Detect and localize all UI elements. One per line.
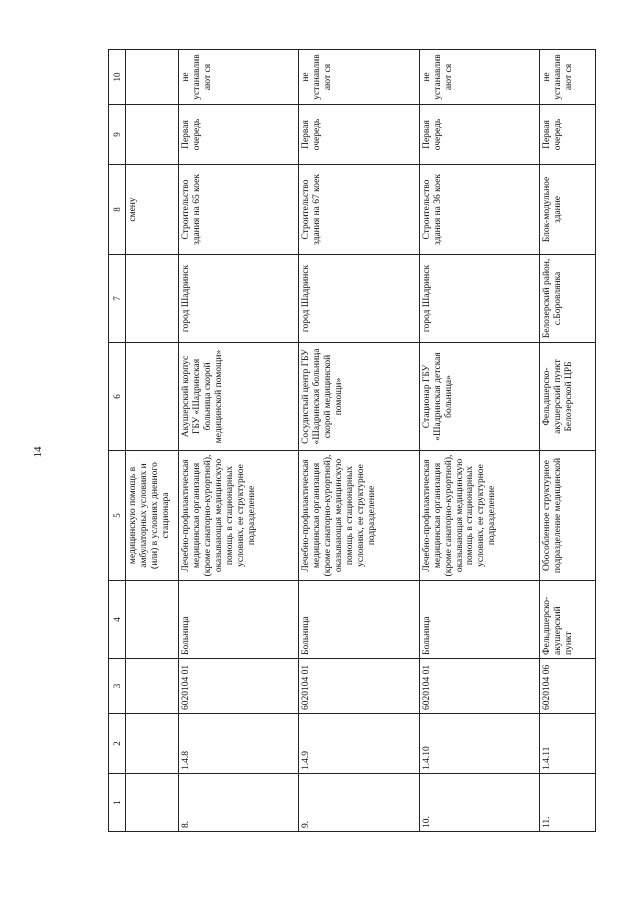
page-number: 14 <box>32 446 44 458</box>
object-type: Больница <box>179 581 299 659</box>
table-row <box>299 50 419 832</box>
row-number: 11. <box>540 774 596 832</box>
row-number: 8. <box>179 774 299 832</box>
object-code: 1.4.8 <box>179 714 299 774</box>
stage: Первая очередь <box>299 105 419 165</box>
location: город Шадринск <box>419 255 539 343</box>
stage: Первая очередь <box>419 105 539 165</box>
okpo-code: 6020104 01 <box>419 659 539 714</box>
planned-action: Строительство здания на 36 коек <box>419 165 539 255</box>
object-code: 1.4.9 <box>299 714 419 774</box>
object-code: 1.4.11 <box>540 714 596 774</box>
location: город Шадринск <box>179 255 299 343</box>
header-cell: 4 <box>109 581 126 659</box>
object-type: Больница <box>419 581 539 659</box>
stage: Первая очередь <box>540 105 596 165</box>
deadline: не устанавливают ся <box>419 50 539 105</box>
header-cell: 1 <box>109 774 126 832</box>
row-number: 9. <box>299 774 419 832</box>
object-name: Фельдшерско-акушерский пункт Белозерской ЦРБ <box>540 343 596 451</box>
header-cell: 9 <box>109 105 126 165</box>
deadline: не устанавливают ся <box>299 50 419 105</box>
header-cell: 3 <box>109 659 126 714</box>
table-row <box>179 50 299 832</box>
org-description: Лечебно-профилактическая медицинская организация (кроме санаторно-курортной), оказывающая медицинскую помощь в стационарных условиях, ее структурное подразделение <box>299 451 419 581</box>
org-description: Лечебно-профилактическая медицинская организация (кроме санаторно-курортной), оказывающая медицинскую помощь в стационарных условиях, ее структурное подразделение <box>179 451 299 581</box>
header-cell: 10 <box>109 50 126 105</box>
location: Белозерский район, с.Боровлянка <box>540 255 596 343</box>
object-name: Стационар ГБУ «Шадринская детская больница» <box>419 343 539 451</box>
okpo-code: 6020104 06 <box>540 659 596 714</box>
planned-action: Строительство здания на 65 коек <box>179 165 299 255</box>
rotated-table-page <box>108 50 596 832</box>
object-code: 1.4.10 <box>419 714 539 774</box>
continuation-row <box>126 50 179 832</box>
org-description: Обособленное структурное подразделение медицинской <box>540 451 596 581</box>
object-type: Больница <box>299 581 419 659</box>
continuation-action-cell: смену <box>126 165 179 255</box>
planned-action: Блок-модульное здание <box>540 165 596 255</box>
okpo-code: 6020104 01 <box>299 659 419 714</box>
continuation-org-cell: медицинскую помощь в амбулаторных условиях и (или) в условиях дневного стационара <box>126 451 179 581</box>
table-row <box>419 50 539 832</box>
objects-table <box>108 49 596 832</box>
deadline: не устанавливают ся <box>540 50 596 105</box>
stage: Первая очередь <box>179 105 299 165</box>
object-name: Сосудистый центр ГБУ «Шадринская больница скорой медицинской помощи» <box>299 343 419 451</box>
header-cell: 7 <box>109 255 126 343</box>
table-row <box>540 50 596 832</box>
header-cell: 8 <box>109 165 126 255</box>
header-row <box>109 50 126 832</box>
org-description: Лечебно-профилактическая медицинская организация (кроме санаторно-курортной), оказывающая медицинскую помощь в стационарных условиях, ее структурное подразделение <box>419 451 539 581</box>
header-cell: 6 <box>109 343 126 451</box>
okpo-code: 6020104 01 <box>179 659 299 714</box>
header-cell: 5 <box>109 451 126 581</box>
location: город Шадринск <box>299 255 419 343</box>
row-number: 10. <box>419 774 539 832</box>
header-cell: 2 <box>109 714 126 774</box>
planned-action: Строительство здания на 67 коек <box>299 165 419 255</box>
object-type: Фельдшерско-акушерский пункт <box>540 581 596 659</box>
object-name: Акушерский корпус ГБУ «Шадринская больница скорой медицинской помощи» <box>179 343 299 451</box>
deadline: не устанавливают ся <box>179 50 299 105</box>
